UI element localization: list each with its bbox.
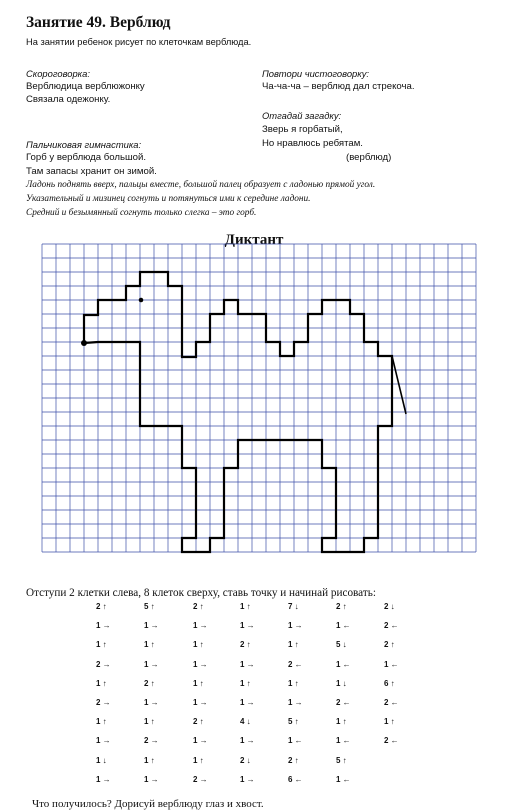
dictant-step: 1 → — [240, 621, 255, 631]
dictant-title: Диктант — [224, 232, 284, 248]
dictant-step: 6 ← — [288, 774, 303, 784]
finger-gym-line: Там запасы хранит он зимой. — [26, 166, 157, 177]
dictant-step: 1 → — [144, 698, 159, 707]
dictant-step: 4 ↓ — [240, 717, 251, 727]
page-title: Занятие 49. Верблюд — [26, 14, 171, 31]
gym-instruction: Средний и безымянный согнуть только слегка – это горб. — [26, 208, 257, 218]
dictant-step: 1 → — [240, 736, 255, 746]
dictant-step: 5 ↑ — [144, 602, 155, 611]
dictant-step: 1 ↑ — [193, 640, 204, 650]
dictant-step: 1 ↓ — [336, 678, 347, 688]
riddle-line: Зверь я горбатый, — [262, 124, 343, 135]
dictant-step: 1 ↑ — [144, 640, 155, 650]
dictant-step: 1 → — [240, 774, 255, 784]
dictant-step: 2 ↓ — [384, 602, 395, 611]
dictant-step: 1 ↑ — [288, 640, 299, 650]
dictant-step: 1 ↑ — [384, 717, 395, 727]
dictant-step: 1 ↑ — [96, 640, 107, 650]
dictant-step: 2 ↑ — [193, 602, 204, 611]
dictant-step: 2 ↑ — [144, 678, 155, 688]
dictant-step: 1 ↑ — [193, 678, 204, 688]
dictant-step: 1 ← — [336, 621, 351, 631]
gym-instruction: Ладонь поднять вверх, пальцы вместе, большой палец образует с ладонью прямой угол. — [26, 180, 376, 190]
dictant-step: 2 → — [96, 698, 111, 707]
dictant-step: 2 ↑ — [96, 602, 107, 611]
dictant-step: 2 ↓ — [240, 755, 251, 765]
dictant-step: 1 → — [240, 698, 255, 707]
riddle-answer: (верблюд) — [346, 152, 392, 163]
dictant-instruction: Отступи 2 клетки слева, 8 клеток сверху, ставь точку и начинай рисовать: — [26, 587, 376, 599]
dictant-step: 2 ↑ — [193, 717, 204, 727]
dictant-step: 1 ↑ — [288, 678, 299, 688]
riddle-line: Но нравлюсь ребятам. — [262, 138, 363, 149]
dictant-step: 2 ← — [384, 736, 399, 746]
dictant-step: 1 → — [144, 659, 159, 669]
dictant-step: 1 ↑ — [144, 755, 155, 765]
dictant-step: 2 ↑ — [288, 755, 299, 765]
riddle-label: Отгадай загадку: — [262, 110, 342, 121]
dictant-step: 1 ← — [384, 659, 399, 669]
dictant-step: 1 → — [288, 698, 303, 707]
dictant-step: 2 ← — [384, 698, 399, 707]
dictant-step: 1 → — [144, 774, 159, 784]
dictant-step: 1 ← — [336, 659, 351, 669]
dictant-step: 1 ↑ — [96, 678, 107, 688]
dictant-step: 2 → — [144, 736, 159, 746]
dictant-step: 1 → — [193, 659, 208, 669]
dictant-step: 5 ↓ — [336, 640, 347, 650]
dictant-step: 1 → — [193, 736, 208, 746]
dictant-step: 2 → — [193, 774, 208, 784]
finger-gym-line: Горб у верблюда большой. — [26, 152, 147, 163]
pure-talk-line: Ча-ча-ча – верблюд дал стрекоча. — [262, 81, 415, 92]
dictant-step: 5 ↑ — [288, 717, 299, 727]
intro-text: На занятии ребенок рисует по клеточкам верблюда. — [26, 37, 252, 47]
tongue-twister-label: Скороговорка: — [26, 68, 90, 79]
dictant-step: 1 → — [144, 621, 159, 631]
dictant-step: 5 ↑ — [336, 755, 347, 765]
pure-talk-label: Повтори чистоговорку: — [262, 68, 369, 79]
dictant-step: 1 → — [240, 659, 255, 669]
dictant-step: 7 ↓ — [288, 602, 299, 611]
dictant-step: 1 ← — [288, 736, 303, 746]
dictant-step: 1 ← — [336, 774, 351, 784]
dictant-step: 1 → — [96, 736, 111, 746]
dictant-step: 2 ↑ — [240, 640, 251, 650]
dictant-step: 1 ↑ — [336, 717, 347, 727]
dictant-step: 1 ← — [336, 736, 351, 746]
dictant-step: 1 → — [96, 774, 111, 784]
tongue-twister-line: Связала одежонку. — [26, 94, 111, 105]
dictant-step: 2 ← — [288, 659, 303, 669]
dictant-step: 2 ↑ — [336, 602, 347, 611]
tongue-twister-line: Верблюдица верблюжонку — [26, 81, 145, 92]
dictant-step: 1 → — [193, 621, 208, 631]
dictant-step: 2 ↑ — [384, 640, 395, 650]
final-question: Что получилось? Дорисуй верблюду глаз и хвост. — [32, 798, 264, 810]
dictant-step: 1 → — [96, 621, 111, 631]
dictant-step: 2 ← — [384, 621, 399, 631]
dictant-step: 1 → — [193, 698, 208, 707]
finger-gym-label: Пальчиковая гимнастика: — [26, 139, 142, 150]
dictant-step: 2 ← — [336, 698, 351, 707]
dictant-step: 1 ↑ — [240, 602, 251, 611]
dictant-step: 1 ↑ — [144, 717, 155, 727]
dictant-step: 1 → — [288, 621, 303, 631]
dictant-step: 1 ↓ — [96, 755, 107, 765]
dictant-step: 2 → — [96, 659, 111, 669]
dictant-step: 1 ↑ — [240, 678, 251, 688]
gym-instruction: Указательный и мизинец согнуть и потянуться ими к середине ладони. — [26, 194, 311, 204]
dictant-step: 6 ↑ — [384, 678, 395, 688]
dictant-step: 1 ↑ — [96, 717, 107, 727]
dictant-step: 1 ↑ — [193, 755, 204, 765]
